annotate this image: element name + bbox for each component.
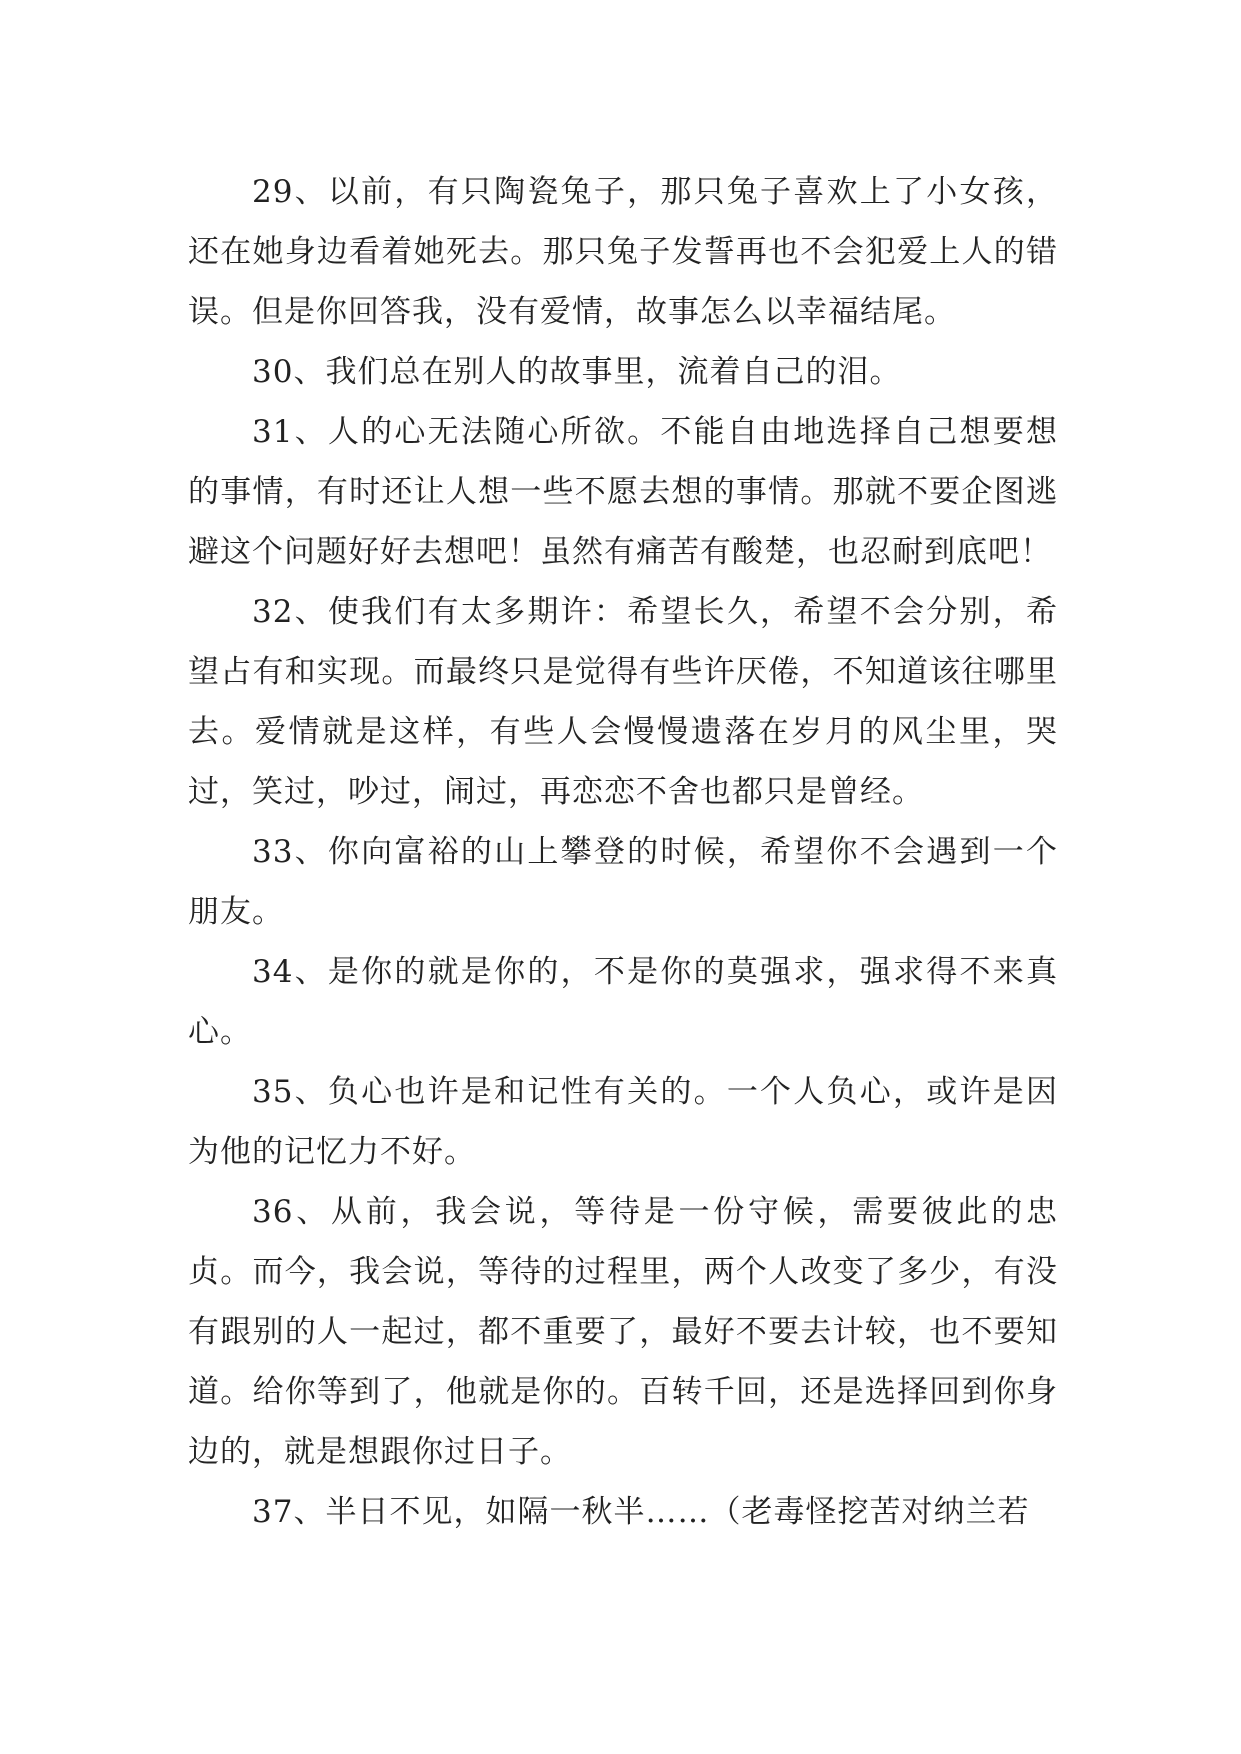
paragraph-36: 36、从前，我会说，等待是一份守候，需要彼此的忠贞。而今，我会说，等待的过程里，两个人改变了多少，有没有跟别的人一起过，都不重要了，最好不要去计较，也不要知道。给你等到了，他就是你的。百转千回，还是选择回到你身边的，就是想跟你过日子。: [188, 1194, 1058, 1470]
paragraph-30: 30、我们总在别人的故事里，流着自己的泪。: [252, 354, 902, 390]
paragraph-33: 33、你向富裕的山上攀登的时候，希望你不会遇到一个朋友。: [188, 834, 1058, 930]
paragraph-31: 31、人的心无法随心所欲。不能自由地选择自己想要想的事情，有时还让人想一些不愿去想的事情。那就不要企图逃避这个问题好好去想吧！虽然有痛苦有酸楚，也忍耐到底吧！: [188, 414, 1058, 570]
paragraph-35: 35、负心也许是和记性有关的。一个人负心，或许是因为他的记忆力不好。: [188, 1074, 1058, 1170]
paragraph-29: 29、以前，有只陶瓷兔子，那只兔子喜欢上了小女孩，还在她身边看着她死去。那只兔子发誓再也不会犯爱上人的错误。但是你回答我，没有爱情，故事怎么以幸福结尾。: [188, 174, 1058, 330]
paragraph-37: 37、半日不见，如隔一秋半……（老毒怪挖苦对纳兰若: [252, 1494, 1030, 1530]
paragraph-34: 34、是你的就是你的，不是你的莫强求，强求得不来真心。: [188, 954, 1058, 1050]
document-body: [188, 162, 1058, 1542]
paragraph-32: 32、使我们有太多期许：希望长久，希望不会分别，希望占有和实现。而最终只是觉得有些许厌倦，不知道该往哪里去。爱情就是这样，有些人会慢慢遗落在岁月的风尘里，哭过，笑过，吵过，闹过，再恋恋不舍也都只是曾经。: [188, 594, 1058, 810]
